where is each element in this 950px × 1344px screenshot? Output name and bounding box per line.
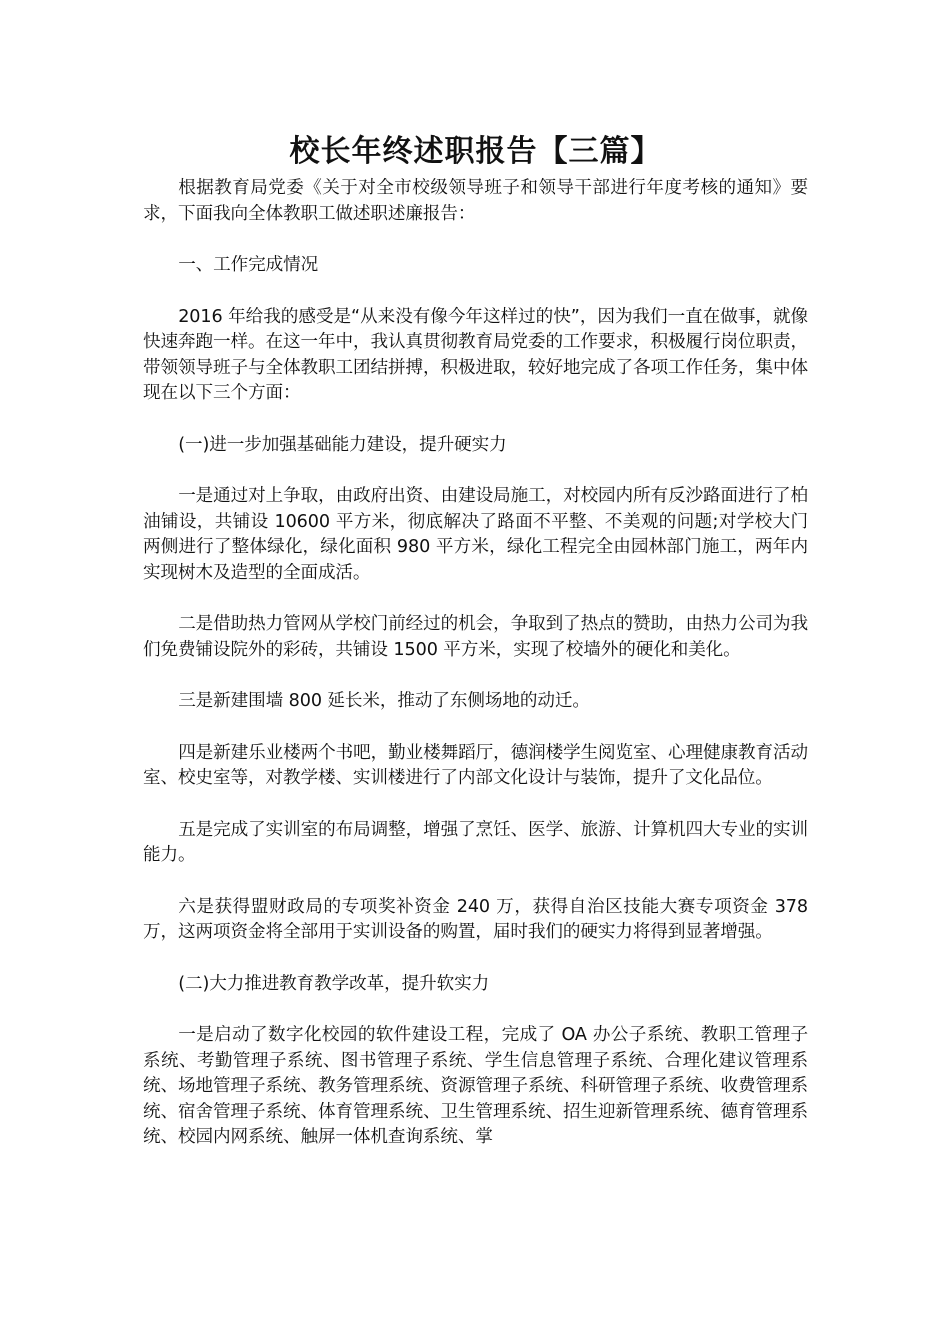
document-title: 校长年终述职报告【三篇】 [289,134,662,169]
subsection-heading-hard-strength: (一)进一步加强基础能力建设，提升硬实力 [178,434,507,455]
paragraph-item-2: 二是借助热力管网从学校门前经过的机会，争取到了热点的赞助，由热力公司为我们免费铺设院外的彩砖，共铺设 1500 平方米，实现了校墙外的硬化和美化。 [143,614,808,660]
paragraph-digital-campus: 一是启动了数字化校园的软件建设工程，完成了 OA 办公子系统、教职工管理子系统、考勤管理子系统、图书管理子系统、学生信息管理子系统、合理化建议管理系统、场地管理子系统、教务管理系统、资源管理子系统、科研管理子系统、收费管理系统、宿舍管理子系统、体育管理系统、卫生管理系统、招生迎新管理系统、德育管理系统、校园内网系统、触屏一体机查询系统、掌 [143,1025,808,1147]
paragraph-intro: 根据教育局党委《关于对全市校级领导班子和领导干部进行年度考核的通知》要求，下面我向全体教职工做述职述廉报告： [143,178,808,224]
subsection-heading-soft-strength: (二)大力推进教育教学改革，提升软实力 [178,973,490,994]
paragraph-item-6: 六是获得盟财政局的专项奖补资金 240 万，获得自治区技能大赛专项资金 378 万，这两项资金将全部用于实训设备的购置，届时我们的硬实力将得到显著增强。 [143,896,808,942]
paragraph-item-1: 一是通过对上争取，由政府出资、由建设局施工，对校园内所有反沙路面进行了柏油铺设，共铺设 10600 平方米，彻底解决了路面不平整、不美观的问题;对学校大门两侧进行了整体绿化，绿化面积 980 平方米，绿化工程完全由园林部门施工，两年内实现树木及造型的全面成活。 [143,486,808,583]
paragraph-2016-summary: 2016 年给我的感受是“从来没有像今年这样过的快”，因为我们一直在做事，就像快速奔跑一样。在这一年中，我认真贯彻教育局党委的工作要求，积极履行岗位职责，带领领导班子与全体教职工团结拼搏，积极进取，较好地完成了各项工作任务，集中体现在以下三个方面： [143,306,808,403]
paragraph-item-5: 五是完成了实训室的布局调整，增强了烹饪、医学、旅游、计算机四大专业的实训能力。 [143,819,808,865]
paragraph-item-3: 三是新建围墙 800 延长米，推动了东侧场地的动迁。 [178,691,590,711]
section-heading-work-completion: 一、工作完成情况 [178,255,319,275]
paragraph-item-4: 四是新建乐业楼两个书吧，勤业楼舞蹈厅，德润楼学生阅览室、心理健康教育活动室、校史室等，对教学楼、实训楼进行了内部文化设计与装饰，提升了文化品位。 [143,742,808,788]
document-page [143,130,808,1151]
